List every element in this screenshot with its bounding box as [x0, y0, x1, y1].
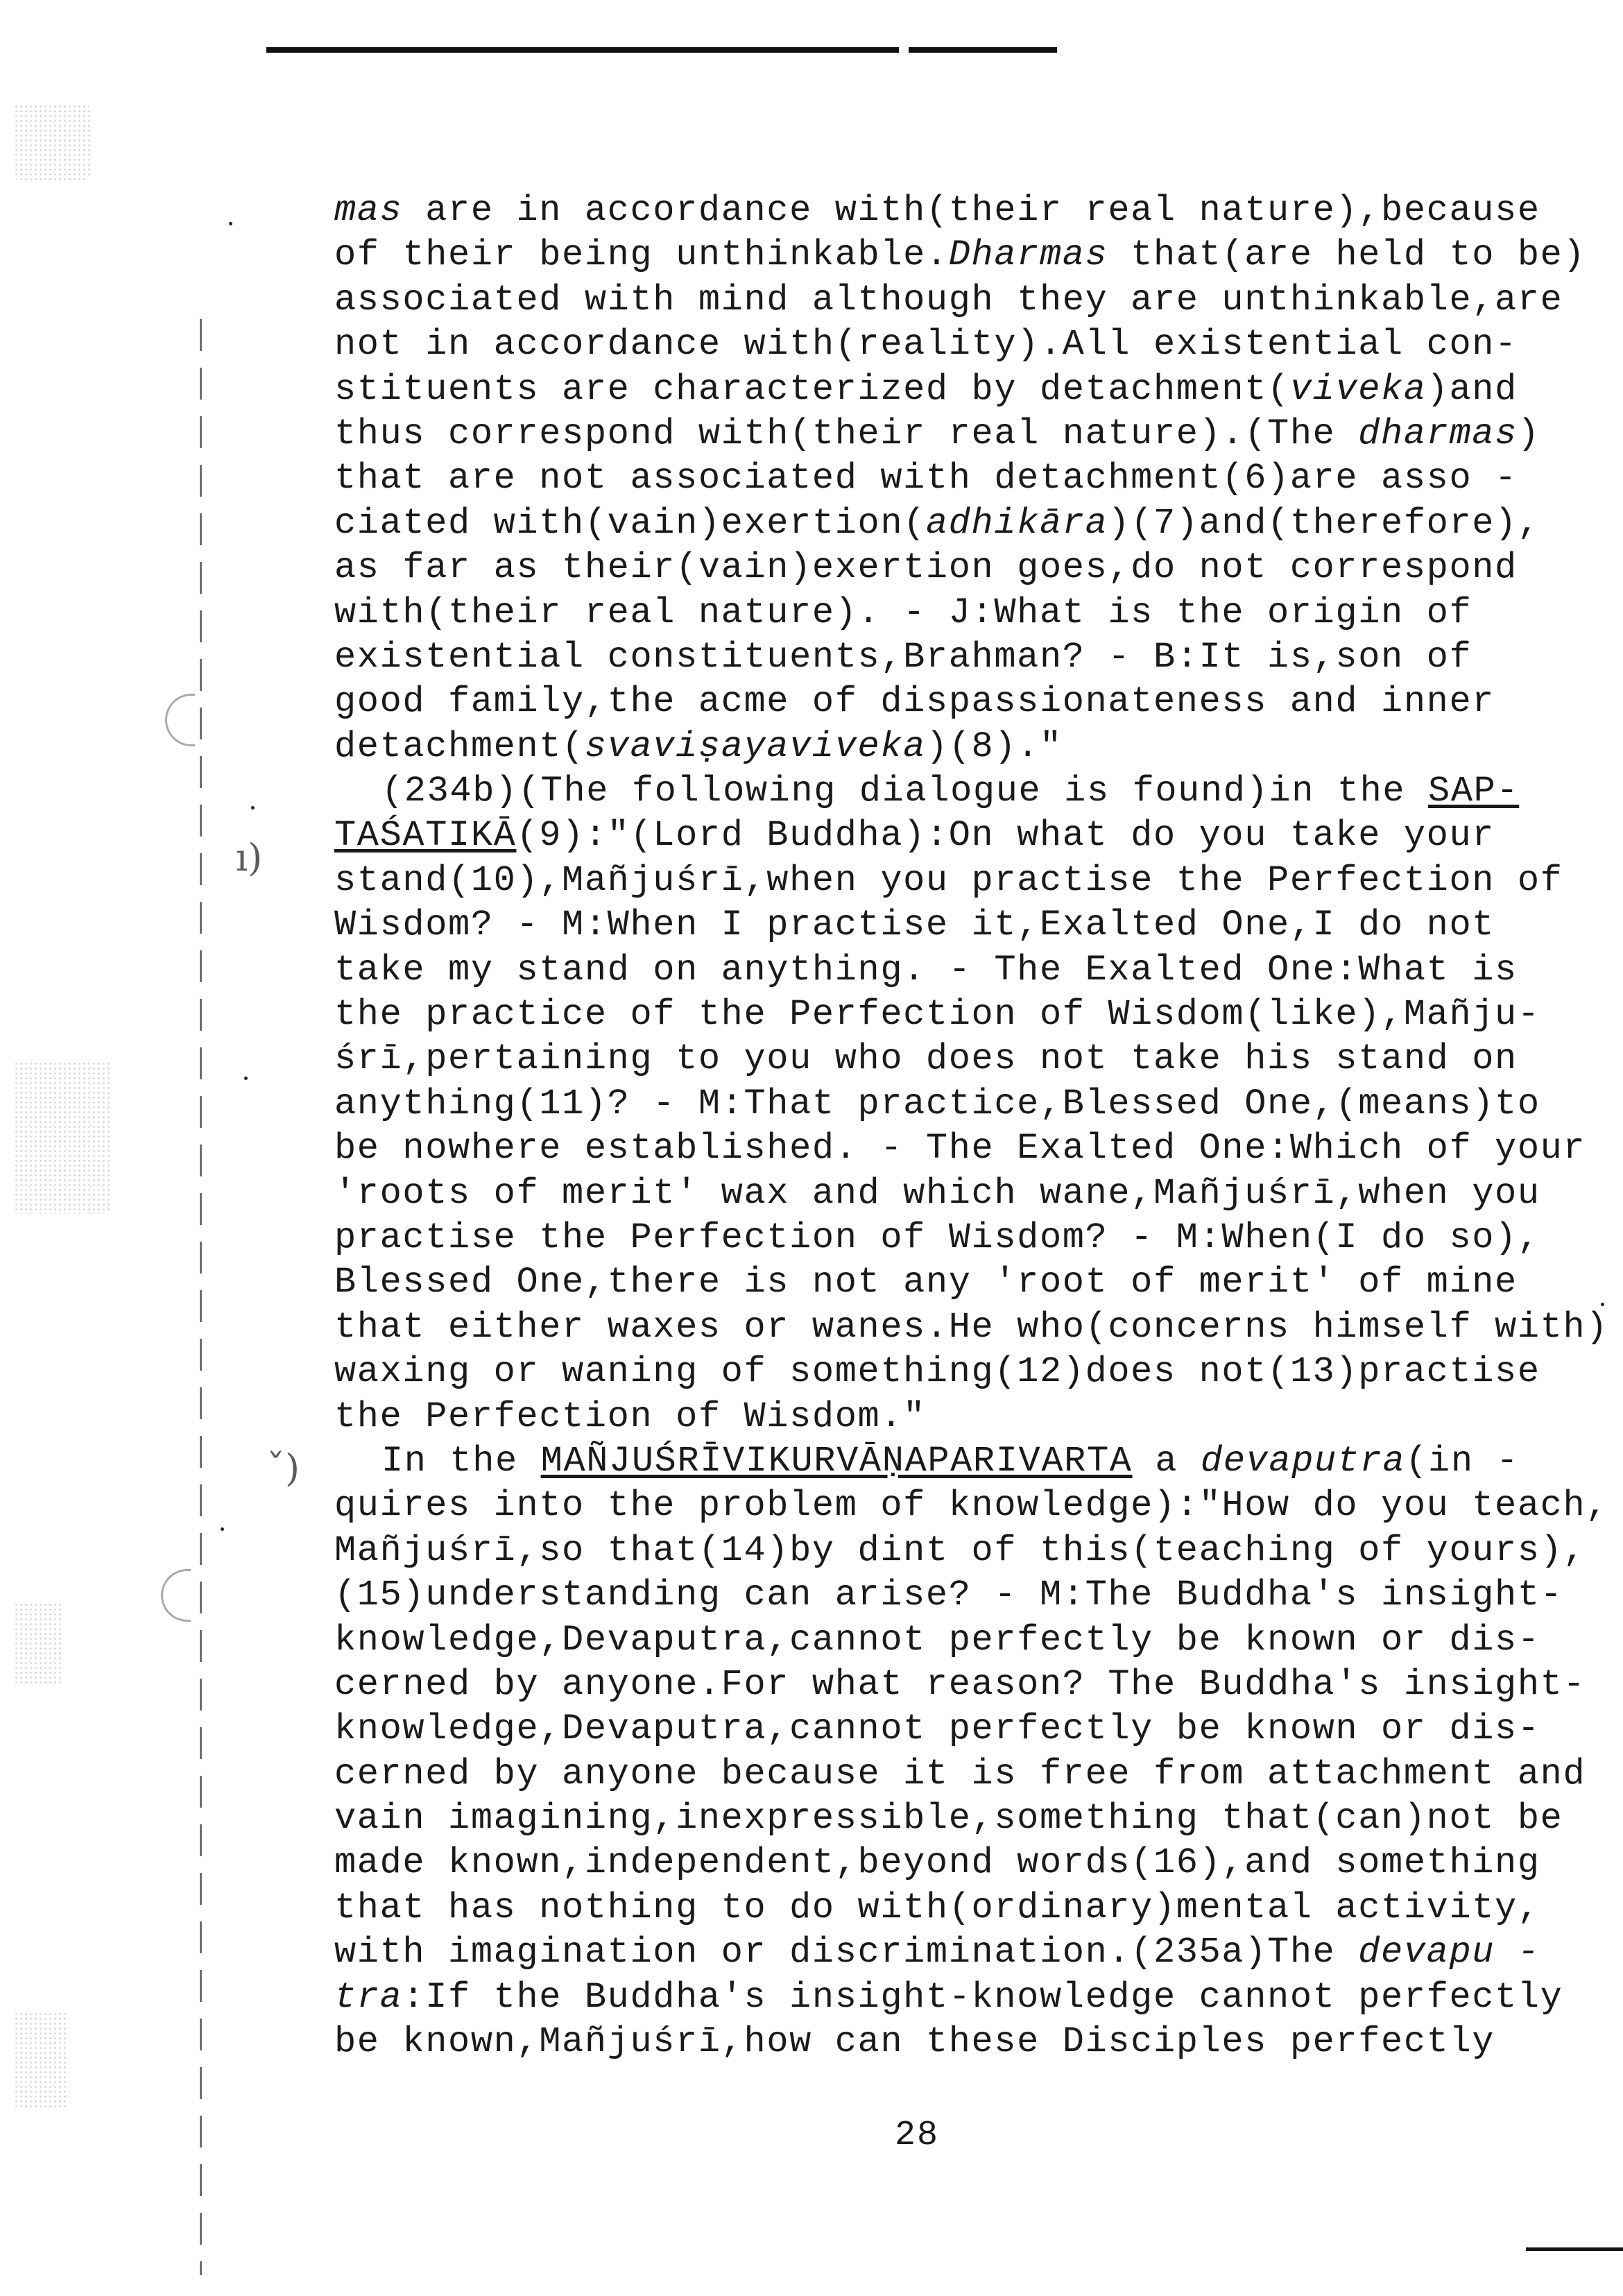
text-span: practise the Perfection of Wisdom? - M:When(I do so), [334, 1217, 1540, 1258]
text-span: cerned by anyone.For what reason? The Buddha's insight- [334, 1663, 1586, 1705]
margin-dot [1601, 1303, 1604, 1306]
text-line [334, 1216, 1590, 1260]
text-line [334, 1529, 1590, 1573]
text-line [334, 1663, 1590, 1707]
text-span: )(7)and(therefore), [1108, 502, 1540, 544]
text-line [334, 412, 1590, 456]
text-span: are in accordance with(their real nature),because [402, 190, 1540, 231]
text-line [334, 1260, 1590, 1305]
text-span: the practice of the Perfection of Wisdom(like),Mañju- [334, 994, 1540, 1036]
text-span: stand(10),Mañjuśrī,when you practise the Perfection of [334, 859, 1563, 901]
italic-term: dharmas [1358, 413, 1518, 454]
text-span: that(are held to be) [1108, 234, 1586, 276]
italic-term: adhikāra [925, 502, 1108, 544]
text-line [334, 233, 1590, 277]
text-line [334, 278, 1590, 323]
text-span: ) [1517, 413, 1540, 454]
text-line [334, 1439, 1590, 1484]
text-line [334, 1707, 1590, 1751]
top-rule [266, 47, 1057, 53]
text-span: )and [1426, 368, 1518, 410]
text-line [334, 1082, 1590, 1126]
text-span: take my stand on anything. - The Exalted One:What is [334, 949, 1518, 991]
margin-dot [221, 1527, 224, 1531]
text-span: be nowhere established. - The Exalted One:Which of your [334, 1128, 1586, 1170]
margin-dot [244, 1077, 248, 1080]
margin-dot [229, 222, 232, 225]
text-span: as far as their(vain)exertion goes,do not correspond [334, 547, 1518, 589]
text-span: the Perfection of Wisdom." [334, 1396, 926, 1437]
text-line [334, 859, 1590, 903]
text-span: knowledge,Devaputra,cannot perfectly be known or dis- [334, 1708, 1540, 1750]
text-line [334, 323, 1590, 367]
underlined-title: SAP- [1428, 771, 1520, 812]
text-span: ciated with(vain)exertion( [334, 502, 926, 544]
text-span: that either waxes or wanes.He who(concerns himself with) [334, 1306, 1609, 1348]
text-span: stituents are characterized by detachment( [334, 368, 1290, 410]
text-span: detachment( [334, 726, 585, 767]
italic-term: devapu - [1358, 1932, 1540, 1973]
text-line [334, 2020, 1590, 2064]
text-span: of their being unthinkable. [334, 234, 949, 276]
margin-speckle [14, 1602, 62, 1686]
underlined-title: MAÑJUŚRĪVIKURVĀṆAPARIVARTA [540, 1440, 1133, 1482]
text-span: Mañjuśrī,so that(14)by dint of this(teaching of yours), [334, 1530, 1586, 1571]
text-line [334, 502, 1590, 546]
text-span: Wisdom? - M:When I practise it,Exalted One,I do not [334, 905, 1495, 946]
text-line [334, 1797, 1590, 1841]
text-line [334, 635, 1590, 680]
italic-term: mas [334, 190, 403, 231]
italic-term: viveka [1289, 368, 1427, 410]
text-line [334, 1573, 1590, 1618]
margin-speckle [14, 104, 90, 180]
text-line [334, 1172, 1590, 1216]
text-span: knowledge,Devaputra,cannot perfectly be known or dis- [334, 1619, 1540, 1661]
text-line [334, 1976, 1590, 2020]
text-line [334, 1037, 1590, 1081]
text-span: (15)understanding can arise? - M:The Buddha's insight- [334, 1575, 1563, 1616]
text-span: (234b)(The following dialogue is found)in the [381, 771, 1429, 812]
text-span: cerned by anyone because it is free from attachment and [334, 1753, 1586, 1794]
italic-term: devaputra [1201, 1440, 1406, 1482]
text-line [334, 1618, 1590, 1663]
text-span: In the [381, 1440, 541, 1482]
text-line [334, 1484, 1609, 1528]
margin-pencil-mark: ˇ) [266, 1446, 300, 1490]
italic-term: tra [334, 1976, 403, 2018]
text-span: anything(11)? - M:That practice,Blessed One,(means)to [334, 1083, 1540, 1124]
text-span: vain imagining,inexpressible,something that(can)not be [334, 1798, 1563, 1840]
text-line [334, 948, 1590, 993]
text-span: (9):"(Lord Buddha):On what do you take your [516, 815, 1495, 857]
text-span: with imagination or discrimination.(235a)The [334, 1932, 1359, 1973]
text-line [334, 546, 1590, 590]
text-span: :If the Buddha's insight-knowledge cannot perfectly [402, 1976, 1563, 2018]
margin-speckle [14, 1061, 111, 1214]
margin-line [200, 319, 202, 2275]
text-line [334, 1752, 1590, 1797]
margin-bracket-mark [165, 694, 195, 746]
text-line [334, 591, 1590, 635]
text-line [334, 368, 1590, 412]
text-span: that has nothing to do with(ordinary)mental activity, [334, 1887, 1540, 1928]
text-line [334, 1350, 1590, 1394]
text-span: (in - [1405, 1440, 1520, 1482]
text-line [334, 680, 1590, 724]
text-span: associated with mind although they are unthinkable,are [334, 279, 1563, 320]
text-span: good family,the acme of dispassionateness and inner [334, 681, 1495, 723]
text-span: waxing or waning of something(12)does not(13)practise [334, 1351, 1540, 1393]
text-line [334, 189, 1590, 233]
text-line [334, 769, 1590, 814]
text-span: with(their real nature). - J:What is the origin of [334, 592, 1472, 633]
text-span: not in accordance with(reality).All existential con- [334, 324, 1518, 366]
text-line [334, 814, 1590, 858]
text-span: made known,independent,beyond words(16),and something [334, 1842, 1540, 1884]
text-line [334, 1930, 1590, 1975]
margin-bracket-mark [161, 1569, 191, 1622]
margin-speckle [14, 2012, 69, 2109]
text-line [334, 1126, 1590, 1171]
text-span: thus correspond with(their real nature).(The [334, 413, 1359, 454]
text-span: a [1132, 1440, 1201, 1482]
margin-dot [251, 806, 255, 809]
text-line [334, 993, 1590, 1037]
text-line [334, 456, 1590, 501]
text-span: quires into the problem of knowledge):"How do you teach, [334, 1485, 1609, 1527]
bottom-rule [1526, 2247, 1623, 2251]
margin-pencil-mark: ı) [236, 836, 263, 880]
text-span: śrī,pertaining to you who does not take his stand on [334, 1038, 1518, 1080]
italic-term: svaviṣayaviveka [584, 726, 926, 767]
text-line [334, 725, 1590, 769]
text-span: 'roots of merit' wax and which wane,Mañjuśrī,when you [334, 1172, 1540, 1214]
underlined-title: TAŚATIKĀ [334, 815, 517, 857]
italic-term: Dharmas [948, 234, 1108, 276]
text-span: existential constituents,Brahman? - B:It is,son of [334, 636, 1472, 678]
text-span: that are not associated with detachment(6)are asso - [334, 458, 1518, 499]
text-line [334, 1305, 1609, 1350]
top-rule-gap [899, 46, 909, 54]
text-span: be known,Mañjuśrī,how can these Disciples perfectly [334, 2021, 1495, 2063]
text-line [334, 903, 1590, 948]
text-line [334, 1395, 1590, 1439]
text-span: )(8)." [925, 726, 1063, 767]
page-number: 28 [895, 2116, 940, 2155]
text-span: Blessed One,there is not any 'root of merit' of mine [334, 1262, 1518, 1303]
text-line [334, 1886, 1590, 1930]
body-text [334, 189, 1609, 2064]
text-line [334, 1841, 1590, 1885]
